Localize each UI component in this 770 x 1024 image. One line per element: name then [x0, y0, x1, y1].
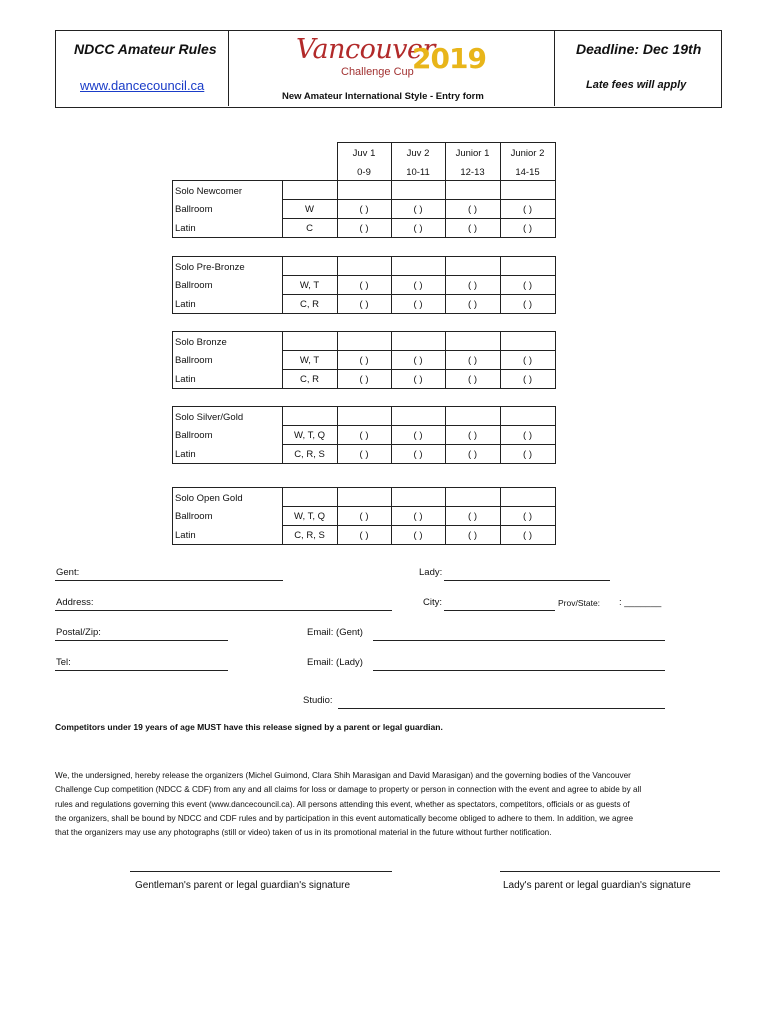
entry-checkbox[interactable]: ( ) [523, 204, 532, 215]
entry-checkbox[interactable]: ( ) [468, 299, 477, 310]
grid-cell [445, 331, 501, 351]
style-label: Latin [175, 374, 196, 385]
dances-label: C, R, S [294, 530, 325, 541]
entry-checkbox[interactable]: ( ) [468, 374, 477, 385]
entry-checkbox[interactable]: ( ) [413, 299, 423, 310]
column-header-ages: 14-15 [515, 167, 540, 178]
release-line: the organizers, shall be bound by NDCC and CDF rules and by participation in this event automatically become obliged to adhere to them. In addition, we agree [55, 813, 634, 823]
release-line: Challenge Cup competition (NDCC & CDF) from any and all claims for loss or damage to property or person in connection with the event and agree to abide by all [55, 785, 642, 795]
column-header-name: Junior 2 [510, 148, 545, 159]
entry-checkbox[interactable]: ( ) [523, 449, 532, 460]
style-label: Ballroom [175, 355, 213, 366]
grid-cell [500, 256, 556, 276]
style-label: Ballroom [175, 511, 213, 522]
grid-cell [500, 180, 556, 200]
entry-checkbox[interactable]: ( ) [359, 530, 369, 541]
prov-state-field[interactable]: : _______ [619, 597, 662, 608]
entry-checkbox[interactable]: ( ) [413, 223, 423, 234]
email-gent-label: Email: (Gent) [307, 627, 363, 638]
section-title: Solo Open Gold [175, 493, 243, 504]
tel-label: Tel: [56, 657, 71, 668]
entry-checkbox[interactable]: ( ) [359, 223, 369, 234]
style-label: Ballroom [175, 204, 213, 215]
grid-cell [391, 180, 446, 200]
entry-checkbox[interactable]: ( ) [468, 530, 477, 541]
prov-state-label: Prov/State: [558, 598, 601, 608]
entry-checkbox[interactable]: ( ) [468, 204, 477, 215]
grid-cell [500, 487, 556, 507]
rules-title: NDCC Amateur Rules [74, 41, 217, 57]
dances-cell [282, 487, 338, 507]
section-title: Solo Bronze [175, 337, 227, 348]
studio-field[interactable] [338, 708, 665, 709]
logo-subtitle: Challenge Cup [341, 66, 414, 78]
entry-checkbox[interactable]: ( ) [359, 204, 369, 215]
section-title: Solo Silver/Gold [175, 412, 244, 423]
entry-checkbox[interactable]: ( ) [359, 511, 369, 522]
tel-field[interactable] [55, 670, 228, 671]
lady-signature-line[interactable] [500, 871, 720, 872]
entry-checkbox[interactable]: ( ) [523, 430, 532, 441]
grid-cell [337, 180, 392, 200]
email-lady-label: Email: (Lady) [307, 657, 363, 668]
city-field[interactable] [444, 610, 555, 611]
email-lady-field[interactable] [373, 670, 665, 671]
grid-cell [445, 256, 501, 276]
column-header-name: Juv 1 [352, 148, 376, 159]
grid-cell [445, 406, 501, 426]
entry-checkbox[interactable]: ( ) [413, 355, 423, 366]
grid-cell [445, 180, 501, 200]
entry-checkbox[interactable]: ( ) [468, 430, 477, 441]
style-label: Ballroom [175, 430, 213, 441]
dances-label: W, T [299, 355, 320, 366]
dances-cell [282, 180, 338, 200]
entry-checkbox[interactable]: ( ) [359, 355, 369, 366]
column-header-ages: 0-9 [357, 167, 371, 178]
release-line: We, the undersigned, hereby release the organizers (Michel Guimond, Clara Shih Marasigan and David Marasigan) and the governing bodies of the Vancouver [55, 771, 631, 780]
grid-cell [391, 406, 446, 426]
column-header-ages: 10-11 [406, 167, 430, 178]
style-label: Latin [175, 299, 196, 310]
column-header-name: Juv 2 [406, 148, 430, 159]
postal-field[interactable] [55, 640, 228, 641]
website-link[interactable]: www.dancecouncil.ca [80, 78, 205, 93]
entry-checkbox[interactable]: ( ) [413, 449, 423, 460]
entry-checkbox[interactable]: ( ) [413, 204, 423, 215]
style-label: Latin [175, 223, 196, 234]
gent-signature-line[interactable] [130, 871, 392, 872]
section-title: Solo Newcomer [175, 186, 243, 197]
entry-checkbox[interactable]: ( ) [413, 374, 423, 385]
entry-checkbox[interactable]: ( ) [468, 449, 477, 460]
dances-label: C, R [300, 374, 319, 385]
dances-label: W [305, 204, 314, 215]
gent-field[interactable] [55, 580, 283, 581]
form-title: New Amateur International Style - Entry form [282, 91, 484, 102]
dances-label: W, T [299, 280, 320, 291]
entry-checkbox[interactable]: ( ) [468, 280, 477, 291]
entry-checkbox[interactable]: ( ) [468, 223, 477, 234]
grid-cell [391, 256, 446, 276]
grid-cell [391, 331, 446, 351]
header-divider [228, 30, 229, 106]
address-label: Address: [56, 597, 94, 608]
address-field[interactable] [55, 610, 392, 611]
dances-cell [282, 256, 338, 276]
column-header-ages: 12-13 [460, 167, 485, 178]
dances-label: C [306, 223, 313, 234]
entry-checkbox[interactable]: ( ) [523, 530, 532, 541]
lady-label: Lady: [419, 567, 443, 578]
entry-checkbox[interactable]: ( ) [468, 355, 477, 366]
gent-label: Gent: [56, 567, 80, 578]
entry-checkbox[interactable]: ( ) [413, 511, 423, 522]
dances-label: C, R [300, 299, 319, 310]
email-gent-field[interactable] [373, 640, 665, 641]
entry-checkbox[interactable]: ( ) [523, 511, 532, 522]
entry-checkbox[interactable]: ( ) [523, 223, 532, 234]
lady-field[interactable] [444, 580, 610, 581]
grid-cell [337, 487, 392, 507]
gent-signature-label: Gentleman's parent or legal guardian's signature [135, 880, 351, 891]
entry-checkbox[interactable]: ( ) [523, 280, 532, 291]
entry-checkbox[interactable]: ( ) [359, 374, 369, 385]
section-title: Solo Pre-Bronze [175, 262, 245, 273]
deadline: Deadline: Dec 19th [576, 41, 702, 57]
dances-cell [282, 406, 338, 426]
dances-label: W, T, Q [294, 511, 325, 522]
logo-year: 2019 [412, 42, 486, 75]
entry-checkbox[interactable]: ( ) [359, 449, 369, 460]
release-text [55, 769, 720, 840]
entry-checkbox[interactable]: ( ) [413, 280, 423, 291]
grid-cell [337, 256, 392, 276]
grid-cell [445, 487, 501, 507]
city-label: City: [423, 597, 442, 608]
logo-word: Vancouver [296, 34, 435, 65]
dances-label: C, R, S [294, 449, 325, 460]
entry-checkbox[interactable]: ( ) [523, 374, 532, 385]
entry-checkbox[interactable]: ( ) [468, 511, 477, 522]
column-header-name: Junior 1 [455, 148, 490, 159]
style-label: Latin [175, 530, 196, 541]
entry-checkbox[interactable]: ( ) [523, 355, 532, 366]
guardian-notice: Competitors under 19 years of age MUST have this release signed by a parent or legal guardian. [55, 722, 443, 732]
entry-checkbox[interactable]: ( ) [413, 430, 423, 441]
late-fees-note: Late fees will apply [586, 79, 687, 91]
grid-cell [500, 406, 556, 426]
grid-cell [337, 331, 392, 351]
entry-checkbox[interactable]: ( ) [359, 430, 369, 441]
header-divider [554, 30, 555, 106]
entry-checkbox[interactable]: ( ) [413, 530, 423, 541]
release-line: rules and regulations governing this event (www.dancecouncil.ca). All persons attending this event, whether as spectators, competitors, officials or as guests of [55, 799, 630, 809]
entry-checkbox[interactable]: ( ) [359, 299, 369, 310]
grid-cell [500, 331, 556, 351]
dances-label: W, T, Q [294, 430, 325, 441]
lady-signature-label: Lady's parent or legal guardian's signature [503, 880, 691, 891]
grid-cell [337, 406, 392, 426]
entry-checkbox[interactable]: ( ) [359, 280, 369, 291]
entry-checkbox[interactable]: ( ) [523, 299, 532, 310]
postal-label: Postal/Zip: [56, 627, 101, 638]
studio-label: Studio: [303, 695, 333, 706]
style-label: Ballroom [175, 280, 213, 291]
grid-cell [391, 487, 446, 507]
style-label: Latin [175, 449, 196, 460]
dances-cell [282, 331, 338, 351]
release-line: that the organizers may use any photographs (still or video) taken of us in its promotional material in the future without further notification. [55, 828, 552, 838]
